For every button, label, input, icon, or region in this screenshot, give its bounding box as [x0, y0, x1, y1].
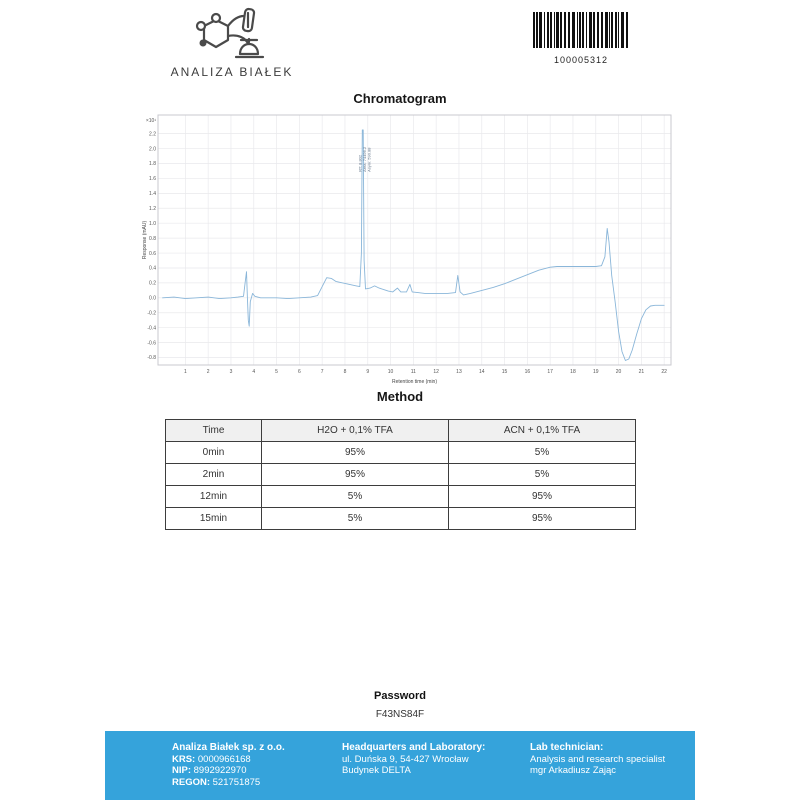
chromatogram-chart [142, 107, 677, 392]
barcode-bar [544, 12, 545, 48]
x-tick-label: 8 [343, 369, 347, 375]
barcode-number: 100005312 [553, 55, 609, 65]
barcode-bar [577, 12, 578, 48]
molecule-microscope-icon [186, 6, 278, 62]
barcode-bar [593, 12, 595, 48]
table-cell: 5% [449, 442, 636, 464]
y-tick-label: 1.0 [149, 220, 156, 227]
barcode-bar [589, 12, 592, 48]
table-header-row [166, 420, 636, 442]
footer-tech-title: Lab technician: [530, 742, 604, 753]
barcode-bar [536, 12, 538, 48]
x-tick-label: 18 [570, 369, 576, 375]
footer-tech-name: mgr Arkadiusz Zając [530, 765, 617, 776]
barcode-bar [626, 12, 628, 48]
company-name: ANALIZA BIAŁEK [170, 65, 294, 79]
footer-company-block [172, 742, 332, 788]
method-table-body [166, 442, 636, 530]
y-tick-label: 1.2 [149, 205, 156, 212]
footer-hq-title: Headquarters and Laboratory: [342, 742, 486, 753]
y-axis-title: Response (mAU) [142, 220, 148, 260]
y-axis-offset-label: ×10¹ [145, 118, 156, 124]
barcode-bar [615, 12, 617, 48]
y-tick-label: 1.6 [149, 176, 156, 183]
table-cell: 0min [166, 442, 262, 464]
barcode-bar [601, 12, 603, 48]
method-heading: Method [376, 389, 424, 404]
footer-tech-role: Analysis and research specialist [530, 753, 666, 765]
barcode-bar [586, 12, 587, 48]
table-cell: 95% [449, 508, 636, 530]
footer-company-name: Analiza Białek sp. z o.o. [172, 742, 285, 753]
barcode-bar [611, 12, 613, 48]
barcode-bar [539, 12, 542, 48]
barcode-bar [554, 12, 555, 48]
x-tick-label: 22 [661, 369, 667, 375]
barcode-bar [564, 12, 566, 48]
barcode-bar [605, 12, 608, 48]
y-tick-label: 0.8 [149, 235, 156, 242]
x-tick-label: 9 [366, 369, 370, 375]
x-tick-label: 10 [387, 369, 394, 375]
x-tick-label: 11 [410, 369, 416, 375]
password-section [0, 690, 800, 720]
x-tick-label: 19 [592, 369, 599, 375]
table-cell: 95% [262, 464, 449, 486]
table-cell: 95% [449, 486, 636, 508]
y-tick-label: 2.2 [149, 131, 156, 138]
barcode [530, 12, 632, 65]
barcode-bar [621, 12, 624, 48]
table-cell: 5% [449, 464, 636, 486]
barcode-bar [560, 12, 562, 48]
y-tick-label: 0.6 [149, 250, 156, 257]
table-header-cell: H2O + 0,1% TFA [262, 420, 449, 442]
x-tick-label: 16 [524, 369, 531, 375]
x-tick-label: 13 [456, 369, 462, 375]
y-tick-label: 0.4 [149, 265, 156, 272]
y-tick-label: 1.8 [149, 161, 156, 168]
password-label: Password [374, 690, 426, 702]
barcode-bar [609, 12, 610, 48]
x-tick-label: 2 [206, 369, 210, 375]
table-cell: 5% [262, 486, 449, 508]
x-tick-label: 12 [433, 369, 439, 375]
table-header-cell: ACN + 0,1% TFA [449, 420, 636, 442]
company-logo [158, 6, 306, 79]
y-tick-label: 0.0 [149, 295, 156, 302]
y-tick-label: -0.2 [147, 310, 156, 317]
y-tick-label: 0.2 [149, 280, 156, 287]
x-tick-label: 5 [275, 369, 278, 375]
footer-krs: KRS: 0000966168 [172, 753, 251, 765]
x-axis-title: Retention time (min) [391, 379, 438, 385]
x-tick-label: 7 [320, 369, 324, 375]
table-row [166, 486, 636, 508]
x-tick-label: 21 [638, 369, 645, 375]
footer-hq-address1: ul. Duńska 9, 54-427 Wrocław [342, 753, 469, 765]
peak-annotation: RT: 8.802 [357, 154, 363, 172]
table-cell: 95% [262, 442, 449, 464]
x-tick-label: 20 [615, 369, 622, 375]
barcode-bar [618, 12, 619, 48]
y-tick-label: 2.0 [149, 146, 156, 153]
chromatogram-plot [142, 107, 677, 387]
y-tick-label: -0.6 [147, 340, 156, 347]
table-cell: 5% [262, 508, 449, 530]
barcode-bar [572, 12, 575, 48]
password-value: F43NS84F [375, 709, 425, 720]
x-tick-label: 4 [252, 369, 256, 375]
table-cell: 2min [166, 464, 262, 486]
table-row [166, 508, 636, 530]
y-tick-label: -0.8 [147, 355, 156, 362]
table-cell: 12min [166, 486, 262, 508]
table-header-cell: Time [166, 420, 262, 442]
barcode-bar [597, 12, 599, 48]
method-table-head [166, 420, 636, 442]
footer-technician-block [530, 742, 690, 777]
x-tick-label: 17 [547, 369, 553, 375]
y-tick-label: -0.4 [147, 325, 156, 332]
barcode-bar [547, 12, 549, 48]
x-tick-label: 14 [478, 369, 485, 375]
barcode-bar [533, 12, 535, 48]
table-row [166, 464, 636, 486]
x-tick-label: 15 [501, 369, 508, 375]
barcode-bars [532, 12, 630, 48]
x-tick-label: 6 [297, 369, 301, 375]
x-tick-label: 1 [183, 369, 187, 375]
chromatogram-heading: Chromatogram [353, 91, 447, 106]
method-table [165, 419, 636, 530]
barcode-bar [579, 12, 581, 48]
footer-nip: NIP: 8992922970 [172, 765, 247, 776]
y-tick-label: 1.4 [149, 191, 156, 198]
footer-regon: REGON: 521751875 [172, 776, 261, 788]
footer [105, 731, 695, 800]
table-cell: 15min [166, 508, 262, 530]
barcode-bar [556, 12, 559, 48]
barcode-bar [582, 12, 584, 48]
barcode-bar [550, 12, 552, 48]
footer-hq-address2: Budynek DELTA [342, 765, 411, 776]
barcode-bar [568, 12, 570, 48]
table-row [166, 442, 636, 464]
peak-annotation: Asym: 590.88 [366, 147, 372, 172]
footer-headquarters-block [342, 742, 522, 777]
peak-annotation: Area: 74496.2 [361, 146, 367, 172]
x-tick-label: 3 [229, 369, 233, 375]
